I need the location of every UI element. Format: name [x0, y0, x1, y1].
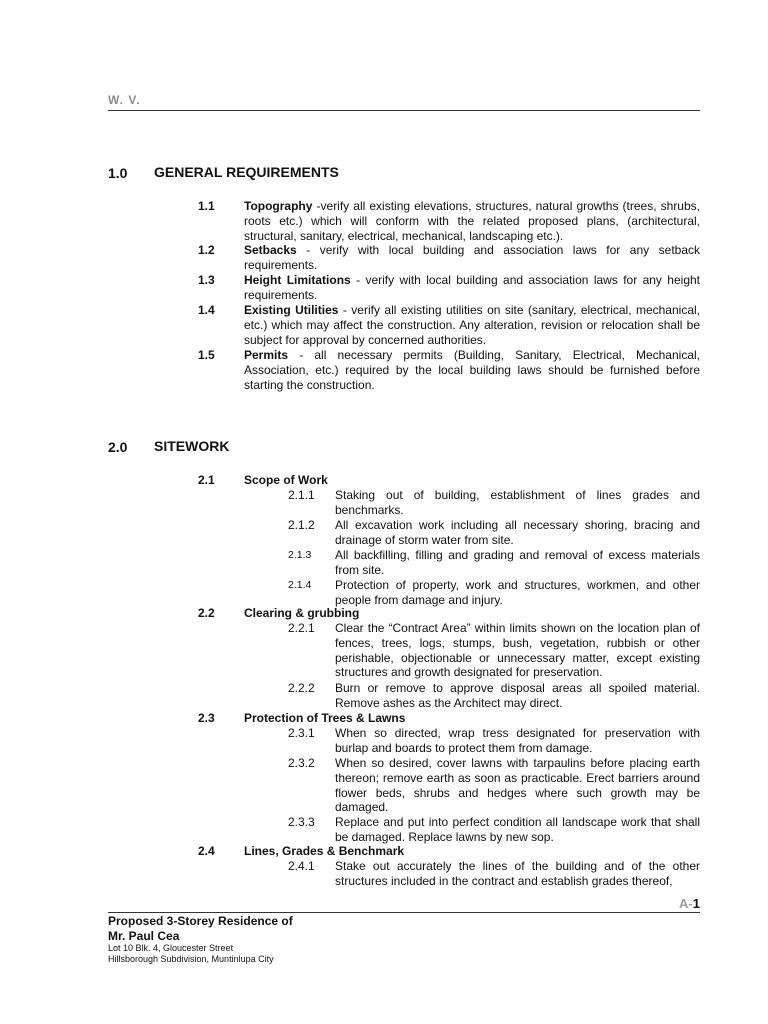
subsection-heading: [198, 606, 700, 621]
item-text: - verify all existing utilities on site (sanitary, electrical, mechanical, etc.) which may affect the construction. Any alteration, revision or relocation shall be subject for approval by concerned authorities.: [244, 303, 700, 347]
requirement-item: [198, 348, 700, 392]
item-number: 1.2: [198, 243, 215, 257]
footer: [108, 914, 293, 965]
sub-item-text: All excavation work including all necessary shoring, bracing and drainage of storm water from site.: [335, 518, 700, 547]
page-number-value: 1: [692, 896, 700, 911]
footer-project-title: Proposed 3-Storey Residence of: [108, 914, 293, 928]
subsection-heading: [198, 844, 700, 859]
sub-item-text: Staking out of building, establishment of lines grades and benchmarks.: [335, 488, 700, 517]
sub-item-text: Burn or remove to approve disposal areas all spoiled material. Remove ashes as the Architect may direct.: [335, 681, 700, 710]
item-number: 1.3: [198, 273, 215, 287]
header-code: W. V.: [108, 93, 141, 107]
sub-item-text: Protection of property, work and structures, workmen, and other people from damage and injury.: [335, 578, 700, 607]
sub-item: [288, 859, 700, 889]
subsection-number: 2.4: [198, 844, 215, 858]
requirement-item: [198, 303, 700, 347]
section-title: GENERAL REQUIREMENTS: [154, 164, 339, 180]
sub-item: [288, 815, 700, 845]
section-number: 1.0: [108, 165, 128, 181]
sub-item-number: 2.1.4: [288, 579, 312, 591]
sub-item: [288, 578, 700, 608]
item-term: Topography: [244, 199, 313, 213]
item-text: - verify with local building and association laws for any setback requirements.: [244, 243, 700, 272]
header-rule: [108, 110, 700, 111]
section-number: 2.0: [108, 439, 128, 455]
subsection-title: Lines, Grades & Benchmark: [244, 844, 405, 858]
requirement-item: [198, 273, 700, 303]
sub-item-number: 2.3.1: [288, 726, 315, 740]
item-text: - all necessary permits (Building, Sanitary, Electrical, Mechanical, Association, etc.) required by the local building laws should be furnished before starting the construction.: [244, 348, 700, 392]
sub-item-text: Stake out accurately the lines of the building and of the other structures included in the contract and establish grades thereof,: [335, 859, 700, 888]
sub-item: [288, 518, 700, 548]
sub-item-number: 2.3.2: [288, 756, 315, 770]
item-text: - verify with local building and association laws for any height requirements.: [244, 273, 700, 302]
sub-item: [288, 488, 700, 518]
subsection-number: 2.2: [198, 606, 215, 620]
item-term: Existing Utilities: [244, 303, 339, 317]
sub-item-text: When so directed, wrap tress designated for preservation with burlap and boards to protect them from damage.: [335, 726, 700, 755]
footer-client-name: Mr. Paul Cea: [108, 928, 180, 943]
item-text: -verify all existing elevations, structures, natural growths (trees, shrubs, roots etc.) which will conform with the related proposed plans, (architectural, structural, sanitary, electrical, mechanical, landscaping etc.).: [244, 199, 700, 243]
requirement-item: [198, 243, 700, 273]
item-term: Setbacks: [244, 243, 297, 257]
sub-item-text: Replace and put into perfect condition all landscape work that shall be damaged. Replace lawns by new sop.: [335, 815, 700, 844]
footer-address-line: Lot 10 Blk. 4, Gloucester Street: [108, 943, 234, 953]
sub-item: [288, 621, 700, 680]
sub-item-number: 2.1.1: [288, 488, 315, 502]
sub-item: [288, 548, 700, 578]
sub-item: [288, 756, 700, 815]
subsection-title: Scope of Work: [244, 473, 328, 487]
footer-address-line: Hillsborough Subdivision, Muntinlupa City: [108, 954, 274, 964]
sub-item-text: Clear the “Contract Area” within limits shown on the location plan of fences, trees, logs, stumps, bush, vegetation, rubbish or other perishable, objectionable or unnecessary matter, except existing structures and growth designated for preservation.: [335, 621, 700, 680]
item-term: Height Limitations: [244, 273, 351, 287]
sub-item: [288, 681, 700, 711]
sub-item-number: 2.2.2: [288, 681, 315, 695]
item-number: 1.5: [198, 348, 215, 362]
requirement-item: [198, 199, 700, 243]
footer-rule: [108, 912, 700, 913]
sub-item-text: All backfilling, filling and grading and removal of excess materials from site.: [335, 548, 700, 577]
item-term: Permits: [244, 348, 289, 362]
subsection-number: 2.1: [198, 473, 215, 487]
subsection-title: Clearing & grubbing: [244, 606, 360, 620]
sub-item-number: 2.1.3: [288, 549, 312, 561]
section-title: SITEWORK: [154, 438, 230, 454]
sub-item-number: 2.2.1: [288, 621, 315, 635]
item-number: 1.1: [198, 199, 215, 213]
item-number: 1.4: [198, 303, 215, 317]
sub-item-text: When so desired, cover lawns with tarpaulins before placing earth thereon; remove earth as soon as practicable. Erect barriers around flower beds, shrubs and hedges where such growth may be damaged.: [335, 756, 700, 815]
subsection-heading: [198, 711, 700, 726]
sub-item: [288, 726, 700, 756]
subsection-title: Protection of Trees & Lawns: [244, 711, 406, 725]
subsection-heading: [198, 473, 700, 488]
sub-item-number: 2.1.2: [288, 518, 315, 532]
sub-item-number: 2.4.1: [288, 859, 315, 873]
sub-item-number: 2.3.3: [288, 815, 315, 829]
page-number: [679, 896, 700, 911]
subsection-number: 2.3: [198, 711, 215, 725]
page-number-prefix: A-: [679, 896, 693, 911]
